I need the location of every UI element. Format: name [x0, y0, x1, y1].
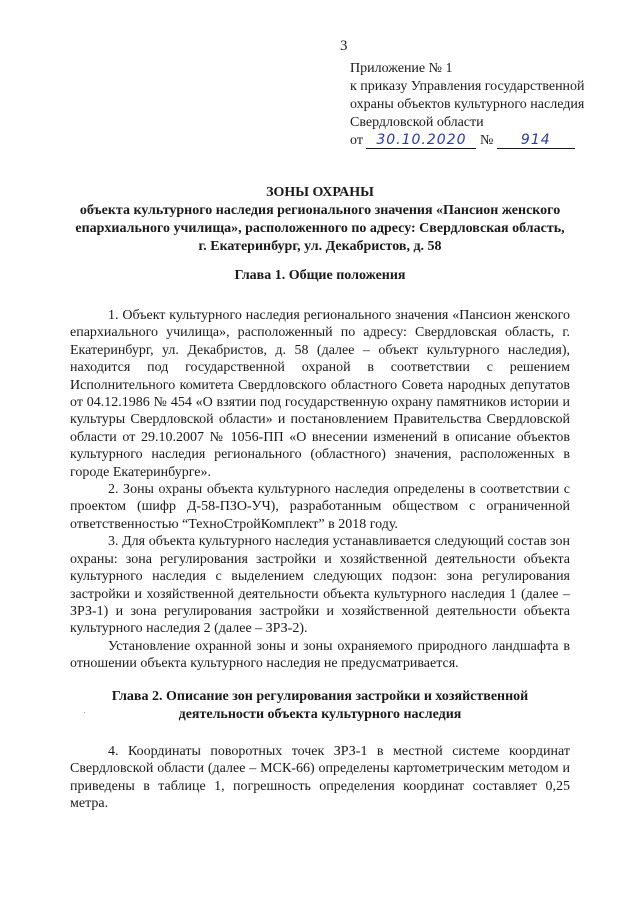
paragraph-protection-zone: Установление охранной зоны и зоны охраняемого природного ландшафта в отношении объекта культурного наследия не предусматривается.	[70, 638, 570, 672]
page-number: 3	[340, 38, 348, 54]
chapter-2-heading	[70, 688, 570, 724]
document-title: ЗОНЫ ОХРАНЫ	[266, 185, 374, 200]
paragraph-3: 3. Для объекта культурного наследия устанавливается следующий состав зон охраны: зона регулирования застройки и хозяйственной деятельности объекта культурного наследия с выделением следующих подзон: зона регулирования застройки и хозяйственной деятельности объекта культурного наследия 1 (далее – ЗРЗ-1) и зона регулирования застройки и хозяйственной деятельности объекта культурного наследия 2 (далее – ЗРЗ-2).	[70, 534, 570, 637]
appendix-line-2: к приказу Управления государственной	[350, 79, 585, 94]
appendix-line-3: охраны объектов культурного наследия	[350, 97, 585, 112]
date-field	[366, 133, 476, 149]
appendix-line-4: Свердловской области	[350, 115, 484, 130]
paragraph-1: 1. Объект культурного наследия регионального значения «Пансион женского епархиального училища», расположенный по адресу: Свердловская область, г. Екатеринбург, ул. Декабристов, д. 58 (далее – объект культурного наследия), находится под государственной охраной в соответствии с решением Исполнительного комитета Свердловского областного Совета народных депутатов от 04.12.1986 № 454 «О взятии под государственную охрану памятников истории и культуры Свердловской области» и постановлением Правительства Свердловской области от 29.10.2007 № 1056-ПП «О внесении изменений в описание объектов культурного наследия регионального (областного) значения, расположенных в городе Екатеринбурге».	[70, 308, 570, 480]
number-prefix: №	[479, 133, 494, 148]
number-field	[497, 133, 575, 149]
document-subtitle: объекта культурного наследия регионального значения «Пансион женского епархиального училища», расположенного по адресу: Свердловская область, г. Екатеринбург, ул. Декабристов, д. 58	[75, 203, 565, 254]
chapter-2-heading-line-1: Глава 2. Описание зон регулирования застройки и хозяйственной	[111, 689, 529, 704]
appendix-header	[350, 60, 630, 150]
chapter-2-body	[70, 743, 570, 813]
handwritten-number: 914	[520, 132, 551, 148]
paragraph-2: 2. Зоны охраны объекта культурного наследия определены в соответствии с проектом (шифр Д-58-ПЗО-УЧ), разработанным обществом с ограниченной ответственностью “ТехноСтройКомплект” в 2018 году.	[70, 482, 570, 532]
appendix-line-1: Приложение № 1	[350, 61, 453, 76]
chapter-1-heading: Глава 1. Общие положения	[234, 268, 406, 283]
handwritten-date: 30.10.2020	[376, 132, 467, 148]
paragraph-4: 4. Координаты поворотных точек ЗРЗ-1 в местной системе координат Свердловской области (далее – МСК-66) определены картометрическим методом и приведены в таблице 1, погрешность определения координат составляет 0,25 метра.	[70, 744, 570, 812]
chapter-1-body	[70, 307, 570, 673]
date-prefix: от	[350, 133, 363, 148]
appendix-date-line	[350, 132, 630, 150]
scan-speck	[84, 712, 85, 713]
chapter-2-heading-line-2: деятельности объекта культурного наследия	[178, 707, 462, 722]
